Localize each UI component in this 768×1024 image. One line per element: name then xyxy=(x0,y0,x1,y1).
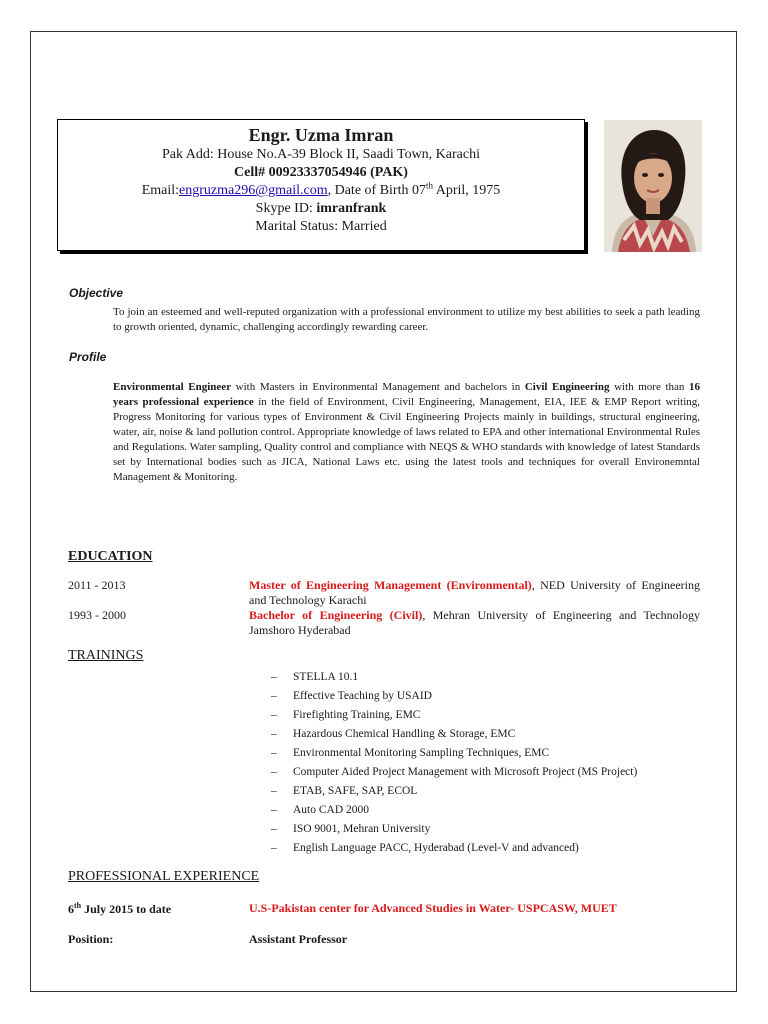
training-label: Firefighting Training, EMC xyxy=(293,709,421,721)
skype-prefix: Skype ID: xyxy=(255,201,317,216)
dash-bullet: – xyxy=(271,823,277,835)
training-item xyxy=(271,782,637,801)
skype-id: imranfrank xyxy=(316,201,387,216)
objective-heading: Objective xyxy=(69,286,124,300)
dob-prefix: , Date of Birth 07 xyxy=(327,183,426,198)
dash-bullet: – xyxy=(271,842,277,854)
dash-bullet: – xyxy=(271,804,277,816)
training-item xyxy=(271,763,637,782)
training-label: Auto CAD 2000 xyxy=(293,804,370,816)
training-item xyxy=(271,668,637,687)
training-item xyxy=(271,706,637,725)
contact-header-box xyxy=(57,119,585,251)
training-label: English Language PACC, Hyderabad (Level-V and advanced) xyxy=(293,842,579,854)
training-item xyxy=(271,839,637,858)
marital-line: Marital Status: Married xyxy=(255,219,387,234)
dash-bullet: – xyxy=(271,766,277,778)
education-institution: , NED University of Engineering and Technology Karachi xyxy=(249,578,700,607)
email-prefix: Email: xyxy=(141,183,180,198)
dash-bullet: – xyxy=(271,671,277,683)
training-label: Environmental Monitoring Sampling Techniques, EMC xyxy=(293,747,550,759)
experience-date-row xyxy=(68,901,617,917)
email-dob-line xyxy=(58,182,584,200)
training-label: ISO 9001, Mehran University xyxy=(293,823,431,835)
dash-bullet: – xyxy=(271,747,277,759)
education-years: 1993 - 2000 xyxy=(68,608,126,622)
profile-text-3: in the field of Environment, Civil Engineering, Management, EIA, IEE & EMP Report writing, Progress Monitoring for various types of Environment & Civil Engineering Projects mainly in buildings, structural engineering, water, air, noise & land pollution control. Appropriate knowledge of laws related to EPA and other international Environmental Rules and Regulations. Water sampling, Quality control and compliance with NEQS & WHO standards with knowledge of latest Standards set by International bodies such as JICA, National Laws etc. using the latest tools and techniques for overall Environemntal Management & Monitoring. xyxy=(113,396,700,483)
education-desc xyxy=(249,608,700,638)
email-link[interactable]: engruzma296@gmail.com xyxy=(179,183,328,198)
training-item xyxy=(271,820,637,839)
trainings-list xyxy=(271,668,637,858)
address-line: Pak Add: House No.A-39 Block II, Saadi Town, Karachi xyxy=(162,147,480,162)
training-item xyxy=(271,725,637,744)
dash-bullet: – xyxy=(271,785,277,797)
cell-line: Cell# 00923337054946 (PAK) xyxy=(234,165,408,180)
profile-text xyxy=(113,380,700,485)
date-sup: th xyxy=(74,901,82,910)
profile-bold-years: 16 years professional experience xyxy=(113,381,700,408)
dash-bullet: – xyxy=(271,690,277,702)
date-rest: July 2015 to date xyxy=(81,902,172,916)
dash-bullet: – xyxy=(271,728,277,740)
training-label: STELLA 10.1 xyxy=(293,671,359,683)
education-desc xyxy=(249,578,700,608)
education-degree: Master of Engineering Management (Environmental) xyxy=(249,578,532,592)
date-day: 6 xyxy=(68,902,74,916)
profile-photo xyxy=(604,120,702,252)
profile-text-1: with Masters in Environmental Management and bachelors in xyxy=(231,381,525,393)
training-item xyxy=(271,801,637,820)
education-heading: EDUCATION xyxy=(68,549,153,564)
education-years: 2011 - 2013 xyxy=(68,578,126,592)
candidate-name: Engr. Uzma Imran xyxy=(248,125,394,145)
profile-text-2: with more than xyxy=(609,381,689,393)
profile-bold-civil: Civil Engineering xyxy=(524,381,610,393)
education-institution: , Mehran University of Engineering and Technology Jamshoro Hyderabad xyxy=(249,608,700,637)
objective-text: To join an esteemed and well-reputed organization with a professional environment to utilize my best abilities to seek a path leading to growth oriented, dynamic, challenging accordingly rewarding career. xyxy=(113,306,700,333)
dob-sup: th xyxy=(425,180,433,191)
experience-heading: PROFESSIONAL EXPERIENCE xyxy=(68,869,260,884)
training-label: Effective Teaching by USAID xyxy=(293,690,432,702)
skype-line xyxy=(58,200,584,218)
training-label: ETAB, SAFE, SAP, ECOL xyxy=(293,785,418,797)
position-value: Assistant Professor xyxy=(249,932,348,946)
experience-date xyxy=(68,902,171,916)
trainings-heading: TRAININGS xyxy=(68,648,144,663)
experience-position-row xyxy=(68,932,348,947)
training-label: Hazardous Chemical Handling & Storage, EMC xyxy=(293,728,516,740)
education-degree: Bachelor of Engineering (Civil) xyxy=(249,608,423,622)
profile-bold-role: Environmental Engineer xyxy=(113,381,232,393)
experience-organization: U.S-Pakistan center for Advanced Studies in Water- USPCASW, MUET xyxy=(249,901,617,915)
training-item xyxy=(271,687,637,706)
dob-suffix: April, 1975 xyxy=(433,183,501,198)
position-label: Position: xyxy=(68,932,114,946)
training-label: Computer Aided Project Management with Microsoft Project (MS Project) xyxy=(293,766,638,778)
profile-heading: Profile xyxy=(69,350,107,364)
training-item xyxy=(271,744,637,763)
dash-bullet: – xyxy=(271,709,277,721)
